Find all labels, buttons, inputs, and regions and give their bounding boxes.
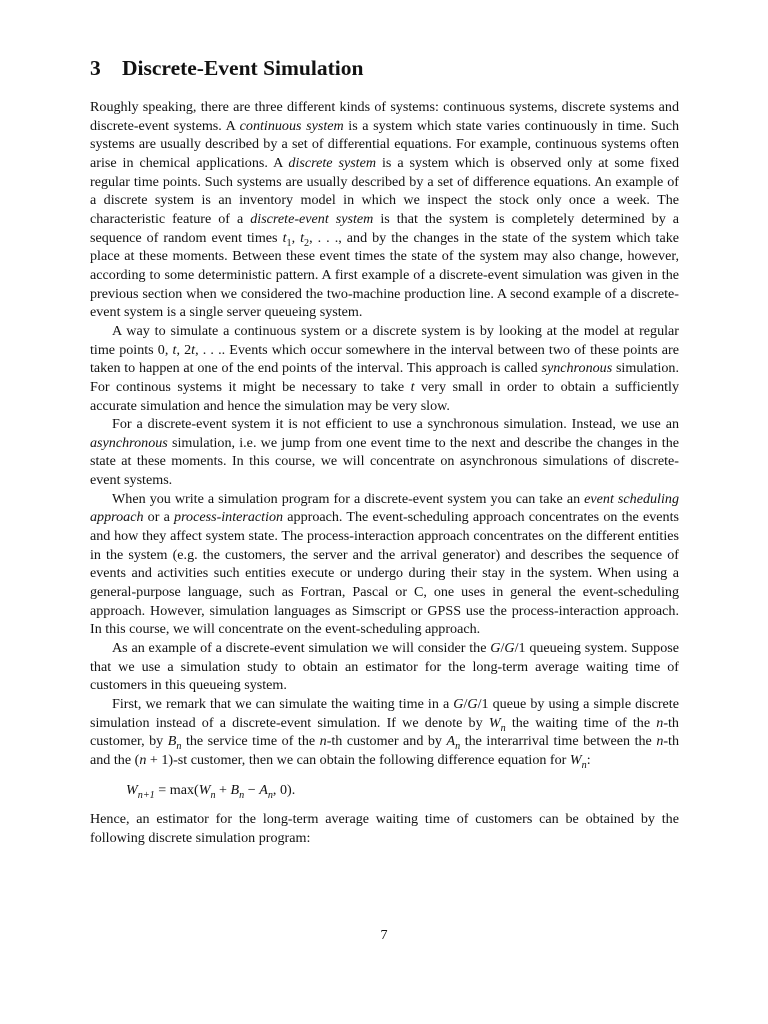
page-body [90,54,679,848]
difference-equation [126,781,679,800]
text-run: simulation. For continous systems it might be necessary to take [90,360,679,395]
text-run: For a discrete-event system it is not efficient to use a synchronous simulation. Instead, we use an [112,416,679,433]
paragraph-asynchronous-simulation [90,415,679,490]
text-run: is a system which state varies continuously in time. Such systems are usually described by a set of differential equations. For example, continuous systems often arise in chemical applications. A [90,117,680,171]
section-number: 3 [90,56,101,80]
text-run: simulation, i.e. we jump from one event time to the next and describe the changes in the state at these moments. In this course, we will concentrate on asynchronous simulations of discrete-event systems. [90,434,679,489]
emphasis-text: G [453,696,464,712]
math-subscript: n [455,741,461,753]
emphasis-text: A [446,733,456,750]
paragraph-estimator [90,810,679,847]
text-run: / [463,696,468,712]
emphasis-text: B [230,781,240,798]
emphasis-text: G [467,696,478,712]
text-run: is a system which is observed only at some fixed regular time points. Such systems are usually described by a set of difference equations. An example of a discrete system is an inventory model in which we inspect the stock only once a week. The characteristic feature of a [90,154,679,227]
text-run: Roughly speaking, there are three different kinds of systems: continuous systems, discrete systems and discrete-event systems. A [90,99,679,134]
text-run: the waiting time of the [505,714,657,731]
text-run: very small in order to obtain a sufficiently accurate simulation and hence the simulation may be very slow. [90,378,679,414]
emphasis-text: B [167,733,177,750]
text-run: approach. The event-scheduling approach concentrates on the events and how they affect system state. The process-interaction approach concentrates on the different entities in the system (e.g. the customers, the server and the arrival generator) and describes the sequence of events and activities such entities execute or undergo during their stay in the system. When using a general-purpose language, such as Fortran, Pascal or C, one uses in general the event-scheduling approach. However, simulation languages as Simscript or GPSS use the process-interaction approach. In this course, we will concentrate on the event-scheduling approach. [90,509,679,638]
emphasis-text: t [282,229,287,246]
text-run: : [586,751,591,768]
emphasis-text: t [172,341,177,358]
text-run: , . . .. Events which occur somewhere in the interval between two of these points are taken to happen at one of the end points of the interval. This approach is called [90,341,679,377]
emphasis-text: n [656,714,664,731]
paragraph-gg1-example [90,639,679,695]
text-run: A way to simulate a continuous system or a discrete system is by looking at the model at regular time points 0, [90,322,679,358]
emphasis-text: continuous system [239,117,344,134]
text-run: When you write a simulation program for a discrete-event system you can take an [112,490,585,507]
math-subscript: 1 [286,237,292,249]
math-subscript: n+1 [137,789,155,801]
emphasis-text: discrete-event system [250,210,374,227]
emphasis-text: asynchronous [90,434,168,451]
paragraph-kinds-of-systems [90,98,679,322]
text-run: First, we remark that we can simulate the waiting time in a [112,696,454,712]
section-title: Discrete-Event Simulation [122,56,364,80]
math-subscript: 2 [304,237,310,249]
emphasis-text: t [300,229,305,246]
text-run: / [500,640,505,657]
emphasis-text: n [319,733,327,750]
emphasis-text: t [191,341,196,358]
text-run: = max( [154,781,199,798]
text-run: the interarrival time between the [460,733,657,750]
emphasis-text: synchronous [541,360,613,377]
text-run: Hence, an estimator for the long-term average waiting time of customers can be obtained by the following discrete simulation program: [90,811,679,846]
emphasis-text: W [569,751,582,768]
text-run: + [215,781,231,798]
text-run: − [244,781,260,798]
emphasis-text: G [504,640,515,657]
text-run: /1 queue by using a simple discrete simulation instead of a discrete-event simulation. If we denote by [90,696,679,731]
emphasis-text: discrete system [288,154,377,171]
math-subscript: n [210,789,216,801]
math-subscript: n [239,789,245,801]
math-subscript: n [581,759,587,771]
paragraph-synchronous-simulation [90,322,679,415]
text-run: , 0). [272,781,296,798]
emphasis-text: process-interaction [174,509,284,526]
emphasis-text: A [259,781,268,798]
text-run: is that the system is completely determined by a sequence of random event times [90,210,679,246]
emphasis-text: t [410,378,415,395]
text-run: , 2 [176,341,192,358]
emphasis-text: n [656,733,664,750]
math-subscript: n [176,741,182,753]
paragraph-waiting-time [90,695,679,770]
emphasis-text: W [198,781,211,798]
emphasis-text: n [139,751,147,768]
page-number: 7 [380,927,388,943]
math-subscript: n [267,789,273,801]
section-heading [90,54,679,82]
text-run: -th customer, by [90,714,679,750]
text-run: /1 queueing system. Suppose that we use a simulation study to obtain an estimator for the long-term average waiting time of customers in this queueing system. [90,640,679,694]
emphasis-text: W [126,781,138,798]
text-run: or a [143,509,175,526]
emphasis-text: W [488,714,501,731]
text-run: the service time of the [181,733,320,750]
emphasis-text: G [490,640,501,657]
text-run: As an example of a discrete-event simulation we will consider the [112,640,491,657]
paragraph-simulation-approaches [90,490,679,639]
text-run: + 1)-st customer, then we can obtain the following difference equation for [146,751,570,768]
text-run: , [291,229,301,246]
emphasis-text: event scheduling approach [90,490,679,526]
text-run: -th customer and by [326,733,447,750]
math-subscript: n [500,722,506,734]
text-run: -th and the ( [90,733,680,768]
text-run: , . . ., and by the changes in the state of the system which take place at these moments. Between these event times the state of the system may also change, however, according to some deterministic pattern. A first example of a discrete-event simulation was given in the previous section when we considered the two-machine production line. A second example of a discrete-event system is a single server queueing system. [90,229,679,321]
